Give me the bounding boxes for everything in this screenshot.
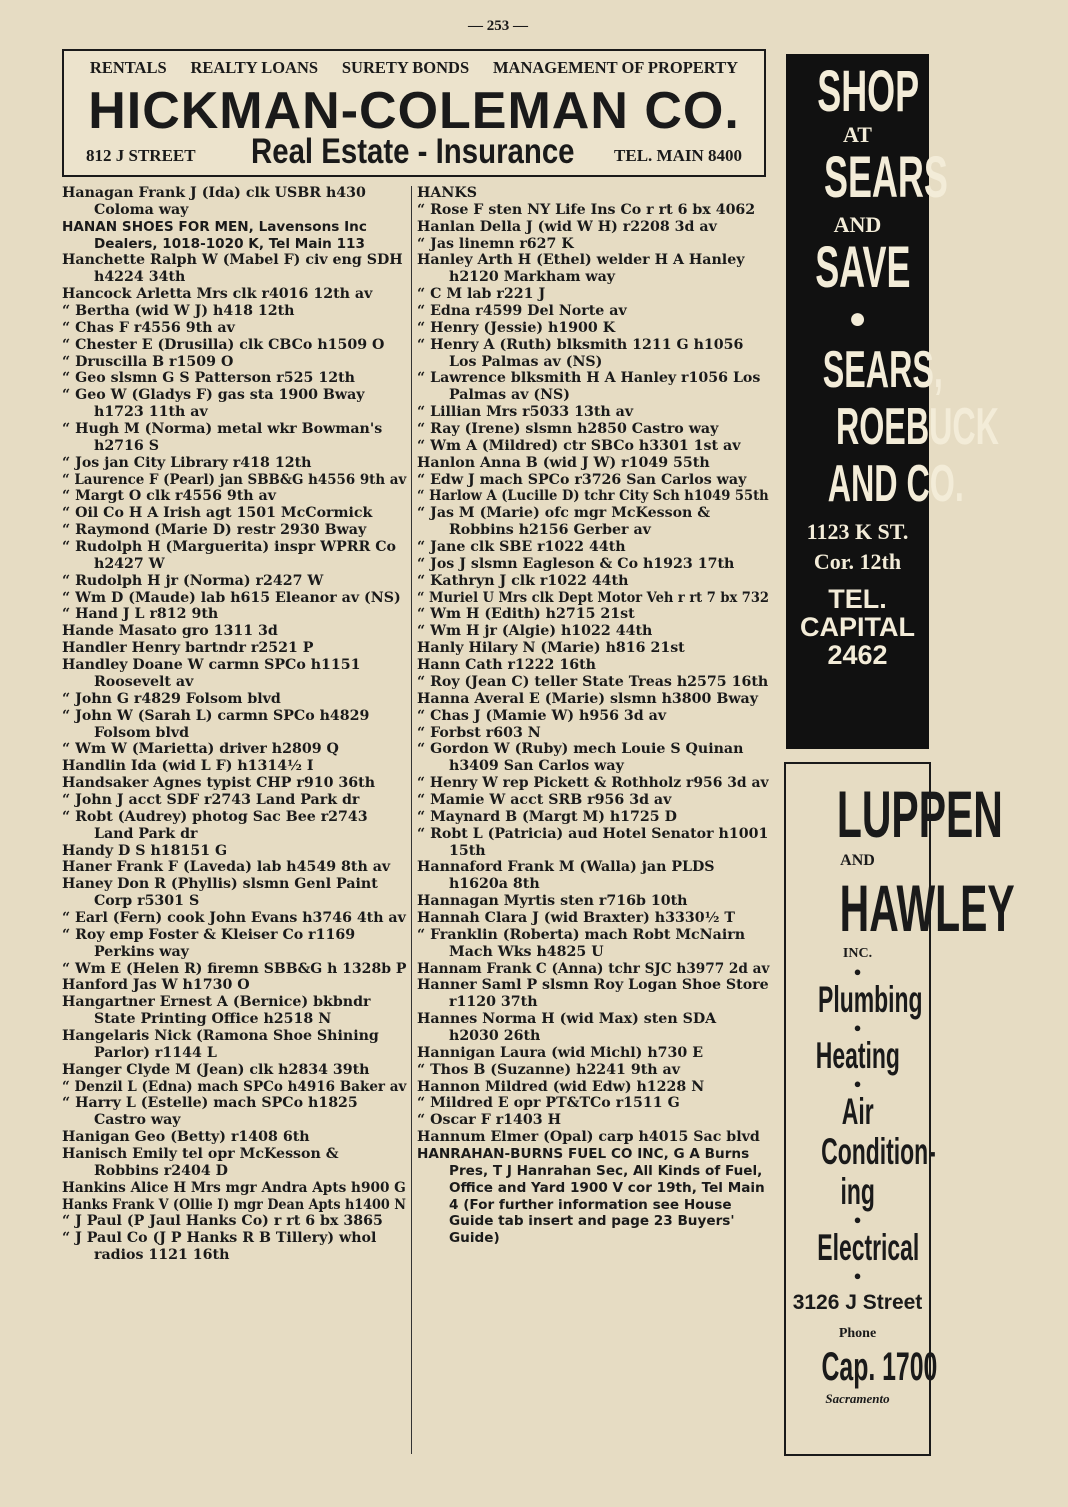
directory-entry: Hanks Frank V (Ollie I) mgr Dean Apts h1400 N xyxy=(62,1196,406,1213)
directory-entry: “ Henry A (Ruth) blksmith 1211 G h1056 Los Palmas av (NS) xyxy=(417,336,744,370)
luppen-inc: INC. xyxy=(842,946,873,961)
directory-entry: “ Roy emp Foster & Kleiser Co r1169 Perkins way xyxy=(62,926,356,960)
directory-entry: Hanlon Anna B (wid J W) r1049 55th xyxy=(417,454,710,471)
luppen-dot-2: ● xyxy=(853,1020,862,1035)
directory-entry: “ Denzil L (Edna) mach SPCo h4916 Baker av xyxy=(62,1078,407,1095)
directory-entry: “ Wm D (Maude) lab h615 Eleanor av (NS) xyxy=(62,589,401,606)
luppen-ing: ing xyxy=(840,1171,875,1212)
luppen-name-2: HAWLEY xyxy=(839,871,1015,945)
directory-entry: Hannes Norma H (wid Max) sten SDA h2030 26th xyxy=(417,1011,717,1044)
directory-entry: “ Thos B (Suzanne) h2241 9th av xyxy=(417,1061,680,1078)
luppen-condition: Condition- xyxy=(821,1131,936,1172)
directory-entry: Hanchette Ralph W (Mabel F) civ eng SDH h4224 34th xyxy=(62,252,403,286)
page-number: — 253 — xyxy=(468,18,528,34)
directory-column-left xyxy=(62,185,406,1264)
luppen-street: 3126 J Street xyxy=(792,1291,923,1314)
directory-entry: “ Wm W (Marietta) driver h2809 Q xyxy=(62,741,339,758)
directory-entry: Hanisch Emily tel opr McKesson & Robbins r2404 D xyxy=(62,1145,339,1179)
directory-entry: “ Edna r4599 Del Norte av xyxy=(417,303,627,320)
directory-column-right xyxy=(417,185,769,1247)
directory-entry: “ Lawrence blksmith H A Hanley r1056 Los Palmas av (NS) xyxy=(417,370,761,404)
sears-bullet: ● xyxy=(848,302,867,335)
directory-entry: Hanna Averal E (Marie) slsmn h3800 Bway xyxy=(417,690,758,707)
directory-entry: Hannaford Frank M (Walla) jan PLDS h1620a 8th xyxy=(417,859,715,893)
luppen-phone: Phone xyxy=(838,1326,877,1341)
luppen-dot-4: ● xyxy=(853,1212,862,1227)
column-divider xyxy=(411,186,412,1454)
directory-entry: “ Maynard B (Margt M) h1725 D xyxy=(417,808,677,825)
luppen-and: AND xyxy=(840,852,875,869)
directory-entry: HANAN SHOES FOR MEN, Lavensons Inc Dealers, 1018-1020 K, Tel Main 113 xyxy=(62,218,367,252)
directory-entry: “ Gordon W (Ruby) mech Louie S Quinan h3409 San Carlos way xyxy=(417,741,744,775)
directory-entry: Handley Doane W carmn SPCo h1151 Roosevelt av xyxy=(62,657,361,690)
directory-entry: “ Henry (Jessie) h1900 K xyxy=(417,319,616,336)
sears-name-1: SEARS, xyxy=(822,341,943,399)
directory-entry: Haner Frank F (Laveda) lab h4549 8th av xyxy=(62,859,391,876)
directory-entry: Hannum Elmer (Opal) carp h4015 Sac blvd xyxy=(417,1129,760,1146)
sears-and: AND xyxy=(833,212,882,237)
directory-entry: “ Lillian Mrs r5033 13th av xyxy=(417,404,634,421)
directory-entry: Hannagan Myrtis sten r716b 10th xyxy=(417,893,688,910)
ad-company-name: HICKMAN-COLEMAN CO. xyxy=(88,82,740,140)
directory-entry: “ Jas M (Marie) ofc mgr McKesson & Robbins h2156 Gerber av xyxy=(417,505,711,539)
luppen-heating: Heating xyxy=(815,1035,900,1076)
directory-entry: “ C M lab r221 J xyxy=(417,286,546,303)
luppen-hawley-ad xyxy=(784,762,1015,1456)
directory-entry: Hanner Saml P slsmn Roy Logan Shoe Store r1120 37th xyxy=(417,977,769,1011)
ad-bottom-row xyxy=(86,132,742,173)
directory-entry: “ Edw J mach SPCo r3726 San Carlos way xyxy=(417,471,747,488)
sears-address: 1123 K ST. xyxy=(806,519,909,544)
directory-entry: Hannigan Laura (wid Michl) h730 E xyxy=(417,1044,704,1061)
sears-ad xyxy=(786,54,999,749)
ad-services xyxy=(64,58,764,78)
directory-entry: Handy D S h18151 G xyxy=(62,842,228,859)
directory-entry: HANKS xyxy=(417,185,477,201)
sears-number: 2462 xyxy=(827,640,888,670)
hickman-coleman-ad xyxy=(62,49,766,177)
sears-name-3: AND CO. xyxy=(827,455,964,513)
ad-address: 812 J STREET xyxy=(86,146,196,165)
sears-tel: TEL. xyxy=(828,584,887,614)
directory-entry: “ Muriel U Mrs clk Dept Motor Veh r rt 7 bx 732 xyxy=(417,589,770,606)
sears-save: SAVE xyxy=(815,235,911,300)
directory-entry: “ Chas J (Mamie W) h956 3d av xyxy=(417,707,667,724)
directory-entry: “ Bertha (wid W J) h418 12th xyxy=(62,303,295,320)
directory-entry: “ Robt L (Patricia) aud Hotel Senator h1001 15th xyxy=(417,825,769,859)
luppen-dot-1: ● xyxy=(853,964,862,979)
luppen-name-1: LUPPEN xyxy=(836,777,1003,851)
directory-entry: “ Margt O clk r4556 9th av xyxy=(62,488,276,505)
directory-entry: “ Forbst r603 N xyxy=(417,724,541,741)
directory-entry: Hannon Mildred (wid Edw) h1228 N xyxy=(417,1078,705,1095)
luppen-electrical: Electrical xyxy=(817,1227,920,1268)
directory-entry: Hanly Hilary N (Marie) h816 21st xyxy=(417,640,685,657)
directory-entry: “ Mamie W acct SRB r956 3d av xyxy=(417,791,672,808)
directory-entry: “ Oil Co H A Irish agt 1501 McCormick xyxy=(62,505,373,522)
directory-entry: Handlin Ida (wid L F) h1314½ I xyxy=(62,758,314,775)
service-management: MANAGEMENT OF PROPERTY xyxy=(492,58,739,77)
directory-entry: “ Jane clk SBE r1022 44th xyxy=(417,539,626,556)
sears-at: AT xyxy=(843,122,872,147)
directory-entry: HANRAHAN-BURNS FUEL CO INC, G A Burns Pres, T J Hanrahan Sec, All Kinds of Fuel, Office and Yard 1900 V cor 19th, Tel Main 4 (For further information see House Guide tab insert and page 23 Buyers' Guide) xyxy=(417,1145,765,1247)
luppen-plumbing: Plumbing xyxy=(818,979,923,1020)
directory-entry: “ Wm H (Edith) h2715 21st xyxy=(417,606,635,623)
directory-entry: “ Hand J L r812 9th xyxy=(62,606,219,623)
directory-entry: Hanford Jas W h1730 O xyxy=(62,977,250,994)
sears-name-2: ROEBUCK xyxy=(835,398,999,456)
sears-capital: CAPITAL xyxy=(800,612,915,642)
directory-entry: “ J Paul Co (J P Hanks R B Tillery) whol radios 1121 16th xyxy=(62,1230,377,1264)
directory-entry: Hanagan Frank J (Ida) clk USBR h430 Coloma way xyxy=(62,185,366,218)
directory-entry: “ Oscar F r1403 H xyxy=(417,1112,562,1129)
directory-entry: “ Jos jan City Library r418 12th xyxy=(62,454,312,471)
directory-entry: Hankins Alice H Mrs mgr Andra Apts h900 G xyxy=(62,1179,406,1196)
directory-entry: “ Henry W rep Pickett & Rothholz r956 3d av xyxy=(417,775,769,792)
sears-cor: Cor. 12th xyxy=(813,549,902,574)
directory-entry: “ Robt (Audrey) photog Sac Bee r2743 Land Park dr xyxy=(62,808,368,842)
directory-entry: “ John W (Sarah L) carmn SPCo h4829 Folsom blvd xyxy=(62,707,370,741)
directory-entry: “ Harlow A (Lucille D) tchr City Sch h1049 55th xyxy=(417,488,769,505)
luppen-city: Sacramento xyxy=(825,1391,890,1406)
service-surety-bonds: SURETY BONDS xyxy=(341,58,470,77)
directory-entry: Haney Don R (Phyllis) slsmn Genl Paint Corp r5301 S xyxy=(62,876,378,910)
directory-entry: “ John G r4829 Folsom blvd xyxy=(62,690,281,707)
directory-entry: Hangelaris Nick (Ramona Shoe Shining Parlor) r1144 L xyxy=(62,1027,379,1061)
directory-entry: Hannam Frank C (Anna) tchr SJC h3977 2d av xyxy=(417,960,770,977)
directory-entry: “ Franklin (Roberta) mach Robt McNairn Mach Wks h4825 U xyxy=(417,926,746,960)
directory-entry: “ Laurence F (Pearl) jan SBB&G h4556 9th av xyxy=(62,471,407,488)
directory-entry: “ Kathryn J clk r1022 44th xyxy=(417,572,629,589)
directory-entry: “ Raymond (Marie D) restr 2930 Bway xyxy=(62,522,367,539)
directory-entry: “ Hugh M (Norma) metal wkr Bowman's h2716 S xyxy=(62,421,383,454)
luppen-dot-3: ● xyxy=(853,1076,862,1091)
ad-telephone: TEL. MAIN 8400 xyxy=(614,146,742,165)
ad-business: Real Estate - Insurance xyxy=(251,132,575,171)
service-rentals: RENTALS xyxy=(89,58,167,77)
directory-entry: Handsaker Agnes typist CHP r910 36th xyxy=(62,775,376,792)
directory-entry: “ Chester E (Drusilla) clk CBCo h1509 O xyxy=(62,336,385,353)
directory-entry: “ Roy (Jean C) teller State Treas h2575 16th xyxy=(417,673,769,690)
directory-entry: “ Chas F r4556 9th av xyxy=(62,319,235,336)
directory-entry: “ Jas linemn r627 K xyxy=(417,235,574,252)
directory-entry: “ Wm H jr (Algie) h1022 44th xyxy=(417,623,653,640)
directory-entry: “ Wm A (Mildred) ctr SBCo h3301 1st av xyxy=(417,437,741,454)
directory-entry: Hannah Clara J (wid Braxter) h3330½ T xyxy=(417,909,735,926)
directory-entry: Hangartner Ernest A (Bernice) bkbndr State Printing Office h2518 N xyxy=(62,994,371,1028)
directory-entry: Hanigan Geo (Betty) r1408 6th xyxy=(62,1129,310,1146)
directory-entry: “ Druscilla B r1509 O xyxy=(62,353,234,370)
directory-entry: “ J Paul (P Jaul Hanks Co) r rt 6 bx 3865 xyxy=(62,1213,383,1230)
directory-entry: “ Wm E (Helen R) firemn SBB&G h 1328b P xyxy=(62,960,407,977)
service-realty-loans: REALTY LOANS xyxy=(190,58,319,77)
directory-entry: “ Rose F sten NY Life Ins Co r rt 6 bx 4062 xyxy=(417,201,756,218)
directory-entry: “ Geo slsmn G S Patterson r525 12th xyxy=(62,370,355,387)
directory-entry: “ Earl (Fern) cook John Evans h3746 4th av xyxy=(62,909,406,926)
luppen-cap-number: Cap. 1700 xyxy=(821,1345,938,1389)
directory-entry: “ Ray (Irene) slsmn h2850 Castro way xyxy=(417,421,719,438)
directory-entry: Hanlan Della J (wid W H) r2208 3d av xyxy=(417,218,717,235)
directory-entry: Hann Cath r1222 16th xyxy=(417,657,596,674)
directory-entry: “ John J acct SDF r2743 Land Park dr xyxy=(62,791,360,808)
sears-sears: SEARS xyxy=(823,145,948,210)
directory-entry: “ Jos J slsmn Eagleson & Co h1923 17th xyxy=(417,555,735,572)
directory-entry: Handler Henry bartndr r2521 P xyxy=(62,640,314,657)
directory-entry: “ Mildred E opr PT&TCo r1511 G xyxy=(417,1095,680,1112)
directory-entry: “ Rudolph H (Marguerita) inspr WPRR Co h2427 W xyxy=(62,539,397,572)
directory-entry: “ Rudolph H jr (Norma) r2427 W xyxy=(62,572,324,589)
sears-shop: SHOP xyxy=(817,59,920,124)
directory-entry: “ Geo W (Gladys F) gas sta 1900 Bway h1723 11th av xyxy=(62,387,365,421)
luppen-air: Air xyxy=(841,1091,874,1132)
directory-entry: Hanger Clyde M (Jean) clk h2834 39th xyxy=(62,1061,370,1078)
directory-entry: “ Harry L (Estelle) mach SPCo h1825 Castro way xyxy=(62,1095,358,1129)
directory-entry: Hanley Arth H (Ethel) welder H A Hanley h2120 Markham way xyxy=(417,252,745,286)
luppen-dot-5: ● xyxy=(853,1268,862,1283)
directory-entry: Hande Masato gro 1311 3d xyxy=(62,623,278,640)
directory-entry: Hancock Arletta Mrs clk r4016 12th av xyxy=(62,286,373,303)
